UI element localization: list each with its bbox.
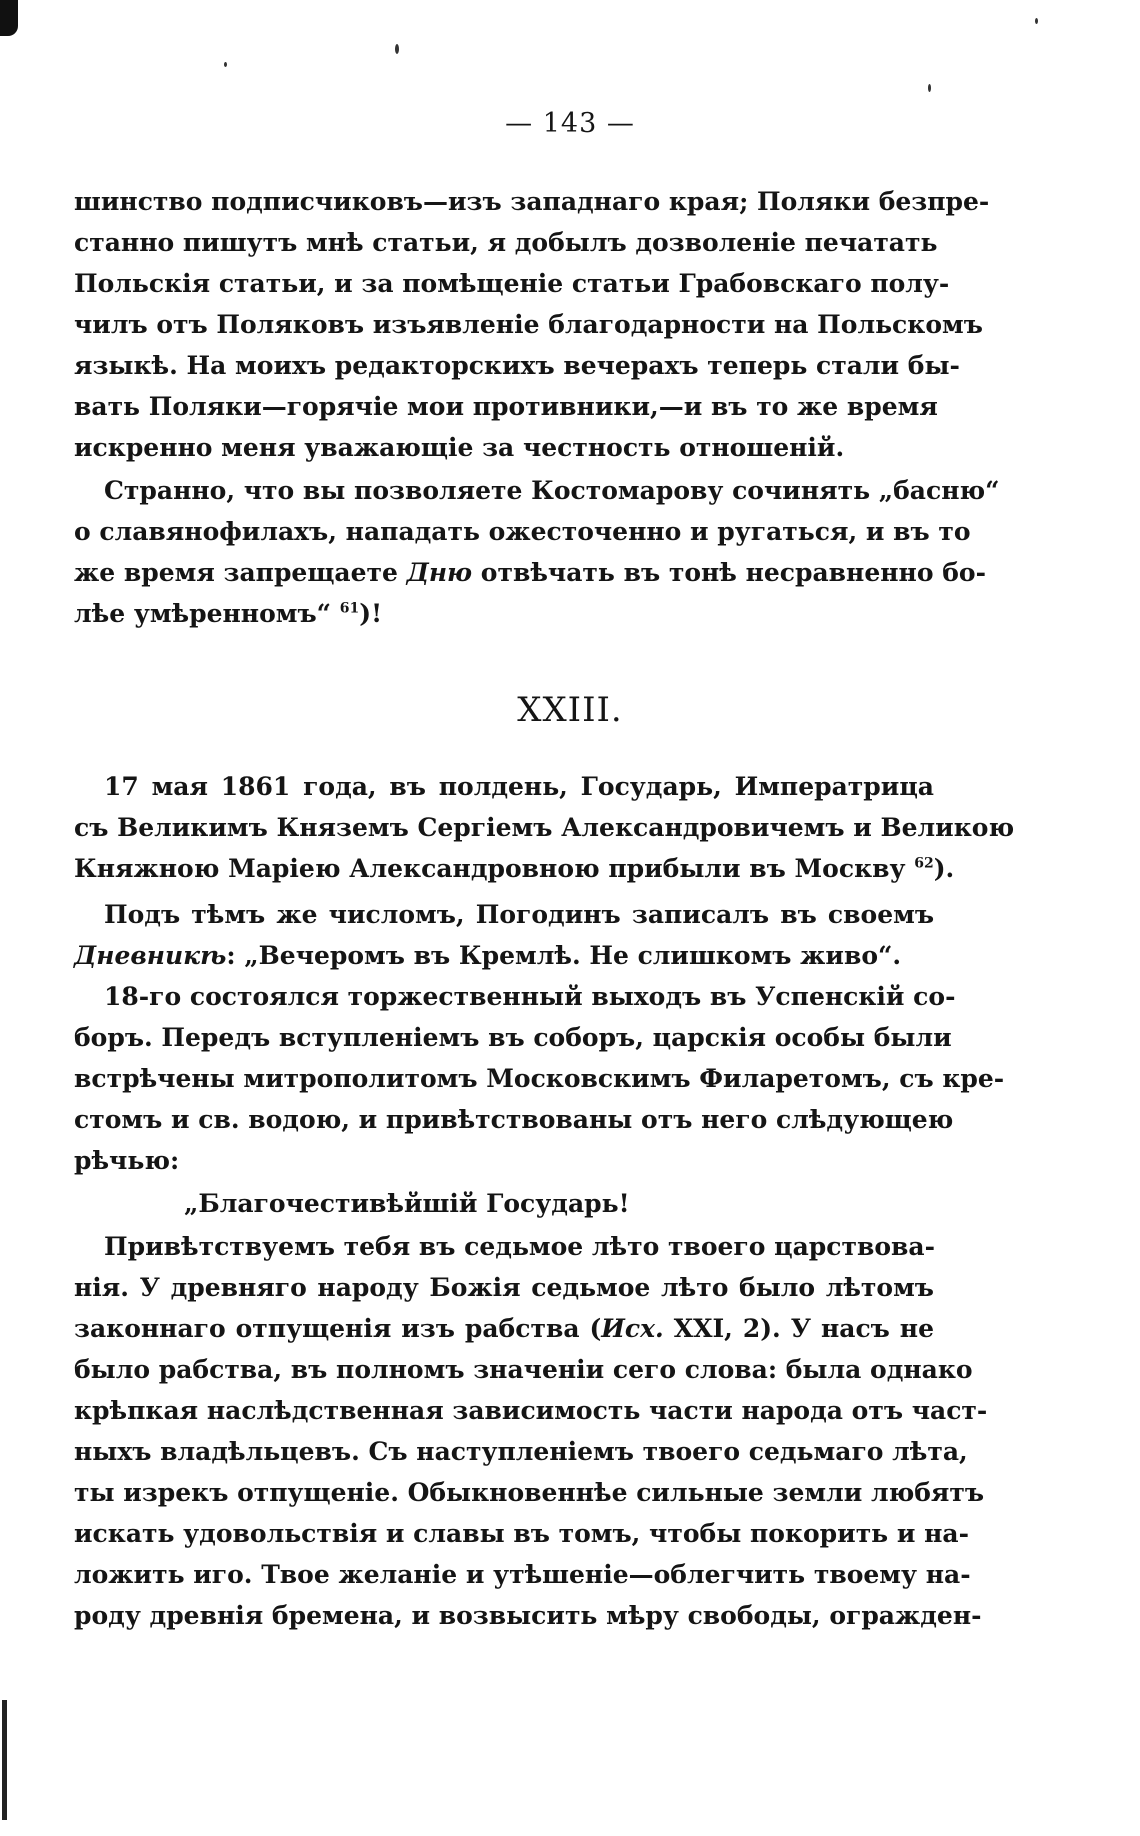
text-line: 17 мая 1861 года, въ полдень, Государь, Императрица — [104, 772, 934, 801]
paragraph-ceremony — [74, 976, 1005, 1181]
scan-speck — [224, 62, 227, 67]
text-line: же время запрещаете Дню отвѣчать въ тонѣ несравненно бо- — [74, 558, 986, 587]
scan-speck — [928, 84, 931, 92]
text-line: лѣе умѣренномъ“ $^{61}$)! — [74, 599, 383, 628]
footnote-ref: 61 — [339, 600, 360, 617]
text-line: нія. У древняго народу Божія седьмое лѣто было лѣтомъ — [74, 1273, 934, 1302]
italic-bible-ref: Исх. — [601, 1314, 664, 1343]
footnote-ref: 62 — [914, 855, 934, 872]
speech-greeting — [74, 1183, 934, 1224]
text-line: искать удовольствія и славы въ томъ, чтобы покорить и на- — [74, 1519, 969, 1548]
scan-edge-mark — [2, 1700, 7, 1820]
text-line: Странно, что вы позволяете Костомарову сочинять „басню“ — [104, 476, 1000, 505]
text-line: было рабства, въ полномъ значеніи сего слова: была однако — [74, 1355, 973, 1384]
text-line: боръ. Передъ вступленіемъ въ соборъ, царскія особы были — [74, 1023, 952, 1052]
text-line: Дневникѣ: „Вечеромъ въ Кремлѣ. Не слишкомъ живо“. — [74, 941, 902, 970]
text-line: чилъ отъ Поляковъ изъявленіе благодарности на Польскомъ — [74, 310, 983, 339]
text-line: языкѣ. На моихъ редакторскихъ вечерахъ теперь стали бы- — [74, 351, 960, 380]
text-line: ложить иго. Твое желаніе и утѣшеніе—облегчить твоему на- — [74, 1560, 971, 1589]
paragraph-continuation — [74, 181, 990, 468]
scan-speck — [395, 44, 399, 54]
text-line: вать Поляки—горячіе мои противники,—и въ то же время — [74, 392, 938, 421]
text-line: Польскія статьи, и за помѣщеніе статьи Грабовскаго полу- — [74, 269, 950, 298]
text-line: „Благочестивѣйшій Государь! — [184, 1189, 630, 1218]
italic-diary-title: Дневникѣ — [74, 941, 227, 970]
paragraph-kostomarov — [74, 470, 1000, 634]
text-line: съ Великимъ Княземъ Сергіемъ Александровичемъ и Великою — [74, 813, 1015, 842]
text-line: стомъ и св. водою, и привѣтствованы отъ него слѣдующею — [74, 1105, 954, 1134]
text-line: рѣчью: — [74, 1146, 180, 1175]
text-line: Подъ тѣмъ же числомъ, Погодинъ записалъ въ своемъ — [104, 900, 934, 929]
text-line: Привѣтствуемъ тебя въ седьмое лѣто твоего царствова- — [104, 1232, 935, 1261]
text-line: искренно меня уважающіе за честность отношеній. — [74, 433, 845, 462]
text-line: законнаго отпущенія изъ рабства (Исх. XXI, 2). У насъ не — [74, 1314, 934, 1343]
paragraph-pogodin — [74, 894, 934, 976]
text-line: Княжною Маріею Александровною прибыли въ Москву $^{62}$). — [74, 854, 955, 883]
scan-speck — [1035, 18, 1038, 24]
text-line: шинство подписчиковъ—изъ западнаго края; Поляки безпре- — [74, 187, 990, 216]
text-line: о славянофилахъ, нападать ожесточенно и ругаться, и въ то — [74, 517, 971, 546]
text-line: ты изрекъ отпущеніе. Обыкновеннѣе сильные земли любятъ — [74, 1478, 985, 1507]
text-line: встрѣчены митрополитомъ Московскимъ Филаретомъ, съ кре- — [74, 1064, 1005, 1093]
text-line: 18-го состоялся торжественный выходъ въ Успенскій со- — [104, 982, 956, 1011]
paragraph-arrival — [74, 766, 1015, 889]
italic-newspaper-title: Дню — [406, 558, 473, 587]
text-line: станно пишутъ мнѣ статьи, я добылъ дозволеніе печатать — [74, 228, 938, 257]
scan-edge-mark — [0, 0, 18, 36]
text-line: крѣпкая наслѣдственная зависимость части народа отъ част- — [74, 1396, 988, 1425]
section-heading: XXIII. — [517, 690, 623, 730]
text-line: роду древнія бремена, и возвысить мѣру свободы, огражден- — [74, 1601, 982, 1630]
paragraph-speech — [74, 1226, 988, 1636]
text-line: ныхъ владѣльцевъ. Съ наступленіемъ твоего седьмаго лѣта, — [74, 1437, 968, 1466]
page-number: — 143 — — [505, 108, 635, 139]
